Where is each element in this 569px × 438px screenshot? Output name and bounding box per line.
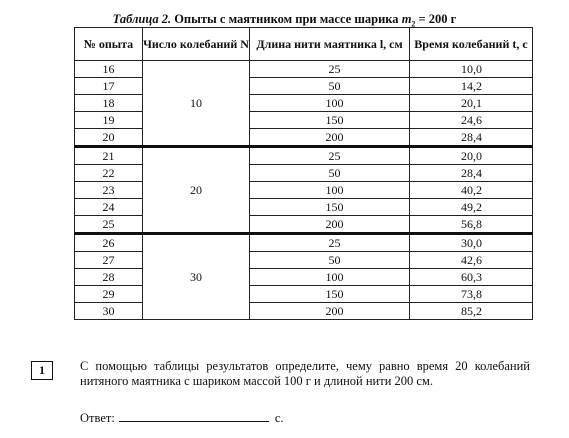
thread-length-cell: 150 (250, 112, 410, 129)
oscillation-time-cell: 73,8 (410, 286, 533, 303)
thread-length-cell: 25 (250, 147, 410, 165)
oscillation-time-cell: 42,6 (410, 252, 533, 269)
oscillation-time-cell: 30,0 (410, 234, 533, 252)
experiment-number-cell: 28 (75, 269, 143, 286)
header-thread-length: Длина нити маятника l, см (250, 28, 410, 61)
task-question: С помощью таблицы результатов определите, чему равно время 20 колебаний нитяного маятника с шариком массой 100 г и длиной нити 200 см. (80, 359, 530, 388)
experiments-table (74, 27, 533, 320)
experiment-number-cell: 23 (75, 182, 143, 199)
oscillation-time-cell: 24,6 (410, 112, 533, 129)
thread-length-cell: 100 (250, 182, 410, 199)
thread-length-cell: 50 (250, 252, 410, 269)
caption-suffix: = 200 г (415, 12, 457, 26)
experiment-number-cell: 22 (75, 165, 143, 182)
oscillation-time-cell: 20,1 (410, 95, 533, 112)
oscillation-time-cell: 56,8 (410, 216, 533, 234)
thread-length-cell: 100 (250, 95, 410, 112)
thread-length-cell: 150 (250, 286, 410, 303)
caption-var: m (401, 12, 412, 26)
header-oscillations: Число колебаний N (143, 28, 250, 61)
header-experiment-number: № опыта (75, 28, 143, 61)
table-row (75, 61, 533, 78)
experiment-number-cell: 30 (75, 303, 143, 320)
oscillations-cell: 30 (143, 234, 250, 320)
oscillation-time-cell: 40,2 (410, 182, 533, 199)
oscillation-time-cell: 28,4 (410, 165, 533, 182)
caption-sub: 2 (411, 19, 416, 29)
experiment-number-cell: 26 (75, 234, 143, 252)
thread-length-cell: 150 (250, 199, 410, 216)
experiment-number-cell: 18 (75, 95, 143, 112)
thread-length-cell: 200 (250, 216, 410, 234)
answer-label: Ответ: (80, 411, 115, 425)
experiment-number-cell: 24 (75, 199, 143, 216)
oscillation-time-cell: 85,2 (410, 303, 533, 320)
experiment-number-cell: 27 (75, 252, 143, 269)
task-number-box: 1 (31, 361, 53, 380)
thread-length-cell: 25 (250, 61, 410, 78)
thread-length-cell: 50 (250, 165, 410, 182)
oscillation-time-cell: 14,2 (410, 78, 533, 95)
experiment-number-cell: 25 (75, 216, 143, 234)
oscillation-time-cell: 20,0 (410, 147, 533, 165)
table-row (75, 234, 533, 252)
oscillations-cell: 10 (143, 61, 250, 147)
thread-length-cell: 200 (250, 129, 410, 147)
oscillations-cell: 20 (143, 147, 250, 234)
thread-length-cell: 25 (250, 234, 410, 252)
caption-prefix: Таблица 2. (112, 12, 172, 26)
experiment-number-cell: 29 (75, 286, 143, 303)
thread-length-cell: 100 (250, 269, 410, 286)
oscillation-time-cell: 10,0 (410, 61, 533, 78)
experiment-number-cell: 16 (75, 61, 143, 78)
table-header-row (75, 28, 533, 61)
experiment-number-cell: 20 (75, 129, 143, 147)
oscillation-time-cell: 28,4 (410, 129, 533, 147)
experiment-number-cell: 19 (75, 112, 143, 129)
answer-unit: с. (274, 411, 284, 425)
thread-length-cell: 200 (250, 303, 410, 320)
answer-line (80, 410, 284, 426)
header-oscillation-time: Время колебаний t, с (410, 28, 533, 61)
experiment-number-cell: 17 (75, 78, 143, 95)
answer-input-line[interactable] (119, 410, 269, 422)
experiment-number-cell: 21 (75, 147, 143, 165)
oscillation-time-cell: 60,3 (410, 269, 533, 286)
oscillation-time-cell: 49,2 (410, 199, 533, 216)
caption-text: Опыты с маятником при массе шарика (171, 12, 402, 26)
table-body (75, 61, 533, 320)
table-row (75, 147, 533, 165)
thread-length-cell: 50 (250, 78, 410, 95)
